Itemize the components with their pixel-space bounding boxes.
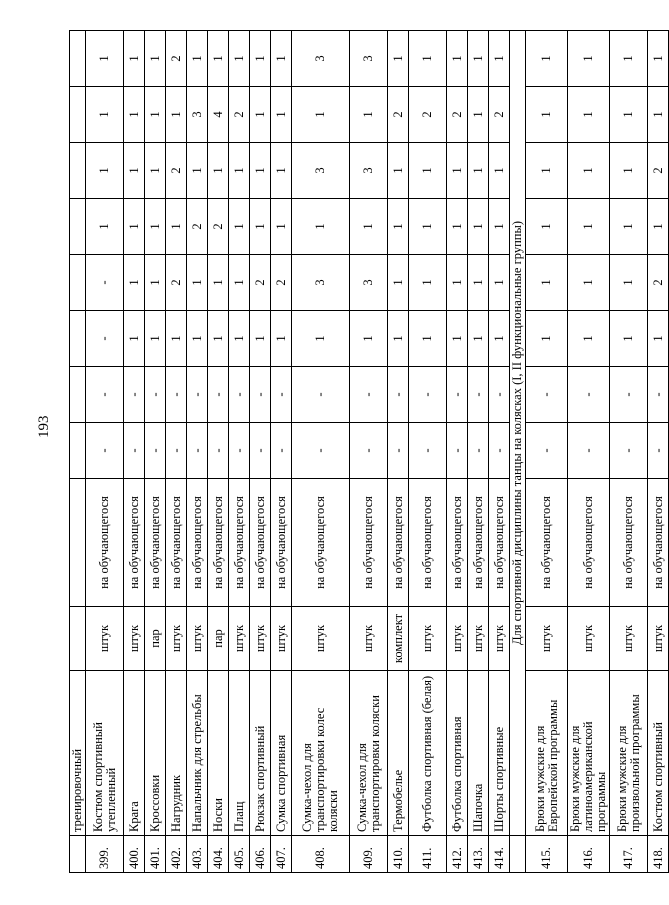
quantity-cell: -	[350, 423, 388, 479]
quantity-cell: -	[648, 367, 669, 423]
quantity-cell: 1	[292, 199, 350, 255]
quantity-cell: 1	[124, 199, 145, 255]
quantity-cell: 1	[124, 143, 145, 199]
quantity-cell: 1	[447, 143, 468, 199]
row-number-cell: 410.	[388, 836, 409, 873]
quantity-cell: 1	[208, 311, 229, 367]
quantity-cell: 3	[292, 255, 350, 311]
item-name-cell: Носки	[208, 671, 229, 836]
table-row	[409, 31, 447, 873]
quantity-cell: -	[409, 423, 447, 479]
quantity-cell: 3	[292, 143, 350, 199]
quantity-cell: 1	[86, 143, 124, 199]
quantity-cell: 1	[229, 199, 250, 255]
item-name-cell: Сумка-чехол для транспортировки колес коляски	[292, 671, 350, 836]
quantity-cell	[70, 367, 86, 423]
quantity-cell: 1	[350, 199, 388, 255]
quantity-cell: 1	[145, 199, 166, 255]
row-number-cell: 417.	[610, 836, 648, 873]
quantity-cell: 1	[86, 31, 124, 87]
quantity-cell: -	[166, 423, 187, 479]
quantity-cell: -	[468, 367, 489, 423]
quantity-cell: 1	[468, 255, 489, 311]
quantity-cell: 2	[166, 255, 187, 311]
table-body-main	[70, 31, 510, 873]
issue-cell: на обучающегося	[271, 479, 292, 607]
quantity-cell: 1	[489, 311, 510, 367]
quantity-cell: -	[610, 423, 648, 479]
row-number-cell: 413.	[468, 836, 489, 873]
issue-cell: на обучающегося	[409, 479, 447, 607]
table-row	[568, 31, 610, 873]
issue-cell: на обучающегося	[350, 479, 388, 607]
quantity-cell: 1	[610, 255, 648, 311]
item-name-cell: Напальчник для стрельбы	[187, 671, 208, 836]
issue-cell: на обучающегося	[187, 479, 208, 607]
quantity-cell: 1	[145, 87, 166, 143]
quantity-cell: 1	[208, 143, 229, 199]
quantity-cell	[70, 87, 86, 143]
quantity-cell: -	[388, 367, 409, 423]
row-number-cell: 411.	[409, 836, 447, 873]
table-row	[468, 31, 489, 873]
item-name-cell: Плащ	[229, 671, 250, 836]
quantity-cell: 1	[271, 199, 292, 255]
quantity-cell: 1	[292, 311, 350, 367]
unit-cell: штук	[489, 607, 510, 671]
quantity-cell	[70, 423, 86, 479]
table-row	[166, 31, 187, 873]
row-number-cell: 415.	[526, 836, 568, 873]
row-number-cell	[70, 836, 86, 873]
quantity-cell: 2	[187, 199, 208, 255]
item-name-cell: Костюм спортивный	[648, 671, 669, 836]
unit-cell: пар	[208, 607, 229, 671]
quantity-cell: 1	[187, 31, 208, 87]
issue-cell: на обучающегося	[208, 479, 229, 607]
quantity-cell: 1	[568, 87, 610, 143]
quantity-cell: 1	[166, 199, 187, 255]
quantity-cell: 2	[388, 87, 409, 143]
table-body-group-heading	[510, 31, 526, 873]
quantity-cell: 1	[468, 31, 489, 87]
quantity-cell: -	[229, 367, 250, 423]
quantity-cell: 2	[447, 87, 468, 143]
quantity-cell	[70, 143, 86, 199]
quantity-cell: 1	[187, 255, 208, 311]
quantity-cell: -	[86, 311, 124, 367]
row-number-cell: 405.	[229, 836, 250, 873]
quantity-cell: -	[208, 423, 229, 479]
quantity-cell: 1	[229, 255, 250, 311]
unit-cell: штук	[350, 607, 388, 671]
page-number: 193	[36, 415, 52, 438]
item-name-cell: Нагрудник	[166, 671, 187, 836]
issue-cell: на обучающегося	[568, 479, 610, 607]
item-name-cell: Костюм спортивный утепленный	[86, 671, 124, 836]
quantity-cell: 1	[124, 311, 145, 367]
quantity-cell: 1	[271, 87, 292, 143]
quantity-cell: 1	[250, 311, 271, 367]
row-number-cell: 408.	[292, 836, 350, 873]
quantity-cell: 2	[166, 31, 187, 87]
issue-cell: на обучающегося	[526, 479, 568, 607]
group-heading-row	[510, 31, 526, 873]
row-number-cell: 406.	[250, 836, 271, 873]
quantity-cell: -	[292, 423, 350, 479]
unit-cell: штук	[648, 607, 669, 671]
issue-cell: на обучающегося	[610, 479, 648, 607]
group-heading-num-cell	[510, 836, 526, 873]
quantity-cell: -	[489, 367, 510, 423]
quantity-cell: 1	[568, 255, 610, 311]
quantity-cell: -	[208, 367, 229, 423]
quantity-cell: 1	[447, 311, 468, 367]
quantity-cell: -	[648, 423, 669, 479]
quantity-cell: 1	[610, 31, 648, 87]
quantity-cell: 3	[292, 31, 350, 87]
table-row	[388, 31, 409, 873]
quantity-cell: 1	[648, 31, 669, 87]
quantity-cell: 1	[447, 31, 468, 87]
quantity-cell: -	[610, 367, 648, 423]
row-number-cell: 403.	[187, 836, 208, 873]
issue-cell: на обучающегося	[229, 479, 250, 607]
row-number-cell: 407.	[271, 836, 292, 873]
quantity-cell: 1	[145, 255, 166, 311]
quantity-cell: 1	[187, 311, 208, 367]
quantity-cell: 2	[648, 143, 669, 199]
quantity-cell: -	[568, 367, 610, 423]
quantity-cell: 1	[568, 31, 610, 87]
quantity-cell: 1	[468, 87, 489, 143]
quantity-cell: 1	[250, 31, 271, 87]
quantity-cell: 2	[208, 199, 229, 255]
quantity-cell: 1	[229, 311, 250, 367]
table-row	[447, 31, 468, 873]
quantity-cell	[70, 311, 86, 367]
quantity-cell: 1	[388, 143, 409, 199]
quantity-cell: 1	[208, 255, 229, 311]
unit-cell: штук	[526, 607, 568, 671]
quantity-cell: 1	[145, 143, 166, 199]
unit-cell: штук	[568, 607, 610, 671]
unit-cell: штук	[187, 607, 208, 671]
equipment-table	[69, 30, 669, 873]
table-row	[229, 31, 250, 873]
quantity-cell: 1	[610, 311, 648, 367]
issue-cell: на обучающегося	[145, 479, 166, 607]
quantity-cell: -	[271, 367, 292, 423]
quantity-cell: 2	[648, 255, 669, 311]
table-row	[526, 31, 568, 873]
quantity-cell: -	[166, 367, 187, 423]
quantity-cell: 1	[250, 199, 271, 255]
row-number-cell: 400.	[124, 836, 145, 873]
quantity-cell: 1	[86, 87, 124, 143]
issue-cell: на обучающегося	[648, 479, 669, 607]
quantity-cell: 1	[447, 255, 468, 311]
quantity-cell: 1	[409, 311, 447, 367]
quantity-cell: 1	[145, 31, 166, 87]
quantity-cell: -	[526, 367, 568, 423]
row-number-cell: 402.	[166, 836, 187, 873]
item-name-cell: Кроссовки	[145, 671, 166, 836]
unit-cell: штук	[447, 607, 468, 671]
quantity-cell: 1	[166, 87, 187, 143]
quantity-cell: 1	[648, 199, 669, 255]
row-number-cell: 399.	[86, 836, 124, 873]
quantity-cell: -	[86, 255, 124, 311]
quantity-cell: 1	[350, 87, 388, 143]
unit-cell: комплект	[388, 607, 409, 671]
quantity-cell: 1	[489, 199, 510, 255]
quantity-cell: 1	[648, 311, 669, 367]
unit-cell	[70, 607, 86, 671]
table-row	[610, 31, 648, 873]
quantity-cell: 1	[86, 199, 124, 255]
quantity-cell: 2	[229, 87, 250, 143]
quantity-cell: 1	[648, 87, 669, 143]
quantity-cell: -	[388, 423, 409, 479]
item-name-cell: Футболка спортивная	[447, 671, 468, 836]
issue-cell: на обучающегося	[489, 479, 510, 607]
item-name-cell: Рюкзак спортивный	[250, 671, 271, 836]
quantity-cell: 1	[124, 31, 145, 87]
item-name-cell: Сумка-чехол для транспортировки коляски	[350, 671, 388, 836]
quantity-cell: 1	[250, 87, 271, 143]
item-name-cell: Брюки мужские для Европейской программы	[526, 671, 568, 836]
unit-cell: пар	[145, 607, 166, 671]
quantity-cell: -	[447, 367, 468, 423]
issue-cell: на обучающегося	[468, 479, 489, 607]
quantity-cell: 1	[166, 311, 187, 367]
quantity-cell: 1	[468, 199, 489, 255]
item-name-cell: Шорты спортивные	[489, 671, 510, 836]
quantity-cell: -	[124, 367, 145, 423]
quantity-cell: 1	[271, 311, 292, 367]
quantity-cell: 1	[610, 143, 648, 199]
unit-cell: штук	[124, 607, 145, 671]
quantity-cell: -	[468, 423, 489, 479]
quantity-cell: 3	[350, 143, 388, 199]
row-number-cell: 404.	[208, 836, 229, 873]
table-row	[124, 31, 145, 873]
table-row	[489, 31, 510, 873]
quantity-cell: -	[229, 423, 250, 479]
quantity-cell: -	[86, 367, 124, 423]
quantity-cell: 1	[292, 87, 350, 143]
quantity-cell: 1	[388, 311, 409, 367]
quantity-cell: 1	[526, 143, 568, 199]
quantity-cell: 1	[468, 143, 489, 199]
quantity-cell: 1	[568, 311, 610, 367]
rotated-table-wrapper	[69, 33, 665, 873]
quantity-cell: -	[271, 423, 292, 479]
issue-cell: на обучающегося	[388, 479, 409, 607]
table-row	[292, 31, 350, 873]
quantity-cell: 1	[447, 199, 468, 255]
issue-cell: на обучающегося	[124, 479, 145, 607]
issue-cell: на обучающегося	[86, 479, 124, 607]
unit-cell: штук	[409, 607, 447, 671]
quantity-cell: 1	[568, 199, 610, 255]
item-name-cell: Сумка спортивная	[271, 671, 292, 836]
unit-cell: штук	[292, 607, 350, 671]
quantity-cell: 1	[489, 143, 510, 199]
quantity-cell: 1	[409, 143, 447, 199]
quantity-cell: 1	[468, 311, 489, 367]
quantity-cell: -	[568, 423, 610, 479]
quantity-cell: 1	[350, 311, 388, 367]
quantity-cell: 1	[526, 311, 568, 367]
quantity-cell: 2	[250, 255, 271, 311]
quantity-cell: 1	[526, 199, 568, 255]
unit-cell: штук	[166, 607, 187, 671]
quantity-cell: 2	[409, 87, 447, 143]
quantity-cell: 3	[350, 255, 388, 311]
quantity-cell: -	[409, 367, 447, 423]
row-number-cell: 409.	[350, 836, 388, 873]
quantity-cell: 3	[350, 31, 388, 87]
item-name-cell: Футболка спортивная (белая)	[409, 671, 447, 836]
quantity-cell: 1	[388, 199, 409, 255]
quantity-cell	[70, 199, 86, 255]
item-name-cell: тренировочный	[70, 671, 86, 836]
item-name-cell: Брюки мужские для латиноамериканской программы	[568, 671, 610, 836]
quantity-cell: 1	[409, 199, 447, 255]
group-heading: Для спортивной дисциплины танцы на колясках (I, II функциональные группы)	[510, 31, 526, 836]
quantity-cell: 1	[271, 143, 292, 199]
quantity-cell: -	[124, 423, 145, 479]
quantity-cell: 1	[568, 143, 610, 199]
row-number-cell: 418.	[648, 836, 669, 873]
quantity-cell: 1	[271, 31, 292, 87]
quantity-cell: 1	[526, 87, 568, 143]
issue-cell: на обучающегося	[166, 479, 187, 607]
item-name-cell: Термобелье	[388, 671, 409, 836]
quantity-cell: 1	[409, 31, 447, 87]
row-number-cell: 416.	[568, 836, 610, 873]
table-row	[350, 31, 388, 873]
quantity-cell: 1	[610, 199, 648, 255]
table-row	[250, 31, 271, 873]
quantity-cell: 1	[250, 143, 271, 199]
table-row	[70, 31, 86, 873]
quantity-cell: -	[350, 367, 388, 423]
quantity-cell: 1	[229, 143, 250, 199]
quantity-cell: -	[187, 367, 208, 423]
quantity-cell: 1	[409, 255, 447, 311]
unit-cell: штук	[468, 607, 489, 671]
quantity-cell: 1	[229, 31, 250, 87]
table-row	[187, 31, 208, 873]
quantity-cell: 1	[208, 31, 229, 87]
table-row	[145, 31, 166, 873]
quantity-cell: -	[250, 367, 271, 423]
quantity-cell: 1	[388, 31, 409, 87]
quantity-cell: 3	[187, 87, 208, 143]
quantity-cell: 1	[489, 31, 510, 87]
unit-cell: штук	[229, 607, 250, 671]
quantity-cell: -	[292, 367, 350, 423]
quantity-cell: 2	[489, 87, 510, 143]
table-row	[271, 31, 292, 873]
quantity-cell: 1	[388, 255, 409, 311]
quantity-cell: 2	[271, 255, 292, 311]
table-row	[86, 31, 124, 873]
row-number-cell: 401.	[145, 836, 166, 873]
quantity-cell: -	[250, 423, 271, 479]
quantity-cell: 2	[166, 143, 187, 199]
issue-cell: на обучающегося	[292, 479, 350, 607]
row-number-cell: 414.	[489, 836, 510, 873]
quantity-cell: -	[447, 423, 468, 479]
unit-cell: штук	[86, 607, 124, 671]
quantity-cell	[70, 255, 86, 311]
table-row	[648, 31, 669, 873]
table-body-dance	[526, 31, 669, 873]
item-name-cell: Брюки мужские для произвольной программы	[610, 671, 648, 836]
issue-cell: на обучающегося	[250, 479, 271, 607]
item-name-cell: Крага	[124, 671, 145, 836]
quantity-cell: -	[145, 367, 166, 423]
quantity-cell: 1	[526, 31, 568, 87]
quantity-cell: -	[526, 423, 568, 479]
quantity-cell: 4	[208, 87, 229, 143]
item-name-cell: Шапочка	[468, 671, 489, 836]
quantity-cell: -	[187, 423, 208, 479]
issue-cell	[70, 479, 86, 607]
table-row	[208, 31, 229, 873]
unit-cell: штук	[250, 607, 271, 671]
issue-cell: на обучающегося	[447, 479, 468, 607]
quantity-cell: 1	[145, 311, 166, 367]
quantity-cell: -	[489, 423, 510, 479]
unit-cell: штук	[610, 607, 648, 671]
quantity-cell: 1	[187, 143, 208, 199]
quantity-cell: 1	[610, 87, 648, 143]
quantity-cell: 1	[124, 255, 145, 311]
quantity-cell: -	[86, 423, 124, 479]
quantity-cell: 1	[124, 87, 145, 143]
quantity-cell: 1	[489, 255, 510, 311]
quantity-cell: -	[145, 423, 166, 479]
row-number-cell: 412.	[447, 836, 468, 873]
quantity-cell	[70, 31, 86, 87]
unit-cell: штук	[271, 607, 292, 671]
quantity-cell: 1	[526, 255, 568, 311]
